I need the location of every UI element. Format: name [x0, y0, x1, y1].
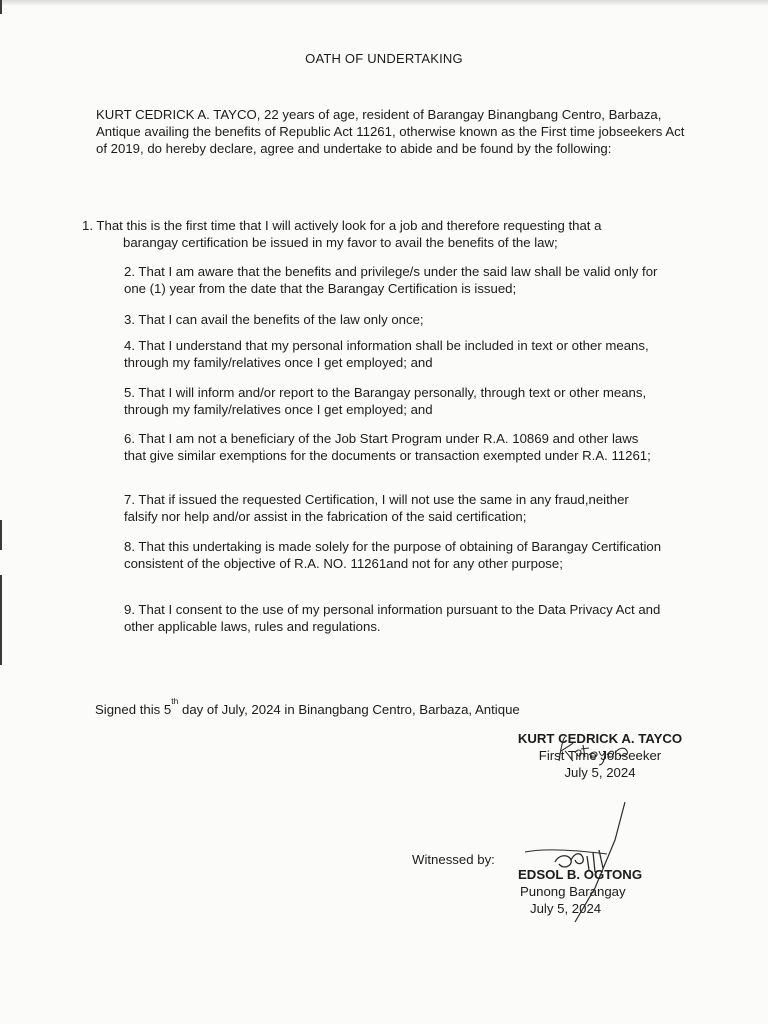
- jobseeker-name: KURT CEDRICK A. TAYCO: [517, 731, 683, 746]
- undertaking-item-2: 2. That I am aware that the benefits and privilege/s under the said law shall be valid only for one (1) year from the date that the Barangay Certification is issued;: [124, 264, 658, 296]
- undertaking-item-7: 7. That if issued the requested Certification, I will not use the same in any fraud,neither falsify nor help and/or assist in the fabrication of the said certification;: [124, 492, 629, 524]
- witness-role: Punong Barangay: [520, 884, 626, 899]
- jobseeker-signature-block: [500, 730, 700, 781]
- undertaking-item-1: [82, 217, 682, 251]
- scan-shadow: [0, 0, 768, 6]
- undertaking-item-5: 5. That I will inform and/or report to the Barangay personally, through text or other means, through my family/relatives once I get employed; and: [124, 385, 647, 417]
- scan-edge-mark: [0, 520, 2, 550]
- item-1-line-1: 1. That this is the first time that I will actively look for a job and therefore requesting that a: [82, 218, 602, 233]
- jobseeker-role: First Time Jobseeker: [538, 748, 662, 763]
- signed-statement: Signed this 5th day of July, 2024 in Binangbang Centro, Barbaza, Antique: [95, 695, 520, 717]
- scan-edge-mark: [0, 0, 2, 14]
- scan-edge-mark: [0, 575, 2, 665]
- witness-name: EDSOL B. OGTONG: [518, 867, 643, 882]
- witness-label: Witnessed by:: [412, 852, 495, 867]
- undertaking-item-8: 8. That this undertaking is made solely for the purpose of obtaining of Barangay Certification consistent of the objective of R.A. NO. 11261and not for any other purpose;: [124, 539, 662, 571]
- undertaking-item-4: 4. That I understand that my personal information shall be included in text or other means, through my family/relatives once I get employed; and: [124, 338, 649, 370]
- undertaking-item-9: 9. That I consent to the use of my personal information pursuant to the Data Privacy Act and other applicable laws, rules and regulations.: [124, 602, 661, 634]
- intro-paragraph: KURT CEDRICK A. TAYCO, 22 years of age, resident of Barangay Binangbang Centro, Barbaza, Antique availing the benefits of Republic Act 11261, otherwise known as the First time jobseekers Act of 2019, do hereby declare, agree and undertake to abide and be found by the following:: [96, 107, 685, 157]
- witness-signature-block: [518, 866, 668, 917]
- document-title: OATH OF UNDERTAKING: [305, 51, 463, 66]
- item-1-line-2: barangay certification be issued in my favor to avail the benefits of the law;: [123, 235, 558, 250]
- undertaking-item-6: 6. That I am not a beneficiary of the Job Start Program under R.A. 10869 and other laws that give similar exemptions for the documents or transaction exempted under R.A. 11261;: [124, 431, 651, 463]
- jobseeker-date: July 5, 2024: [564, 765, 636, 780]
- undertaking-item-3: 3. That I can avail the benefits of the law only once;: [124, 312, 424, 327]
- witness-date: July 5, 2024: [530, 901, 602, 916]
